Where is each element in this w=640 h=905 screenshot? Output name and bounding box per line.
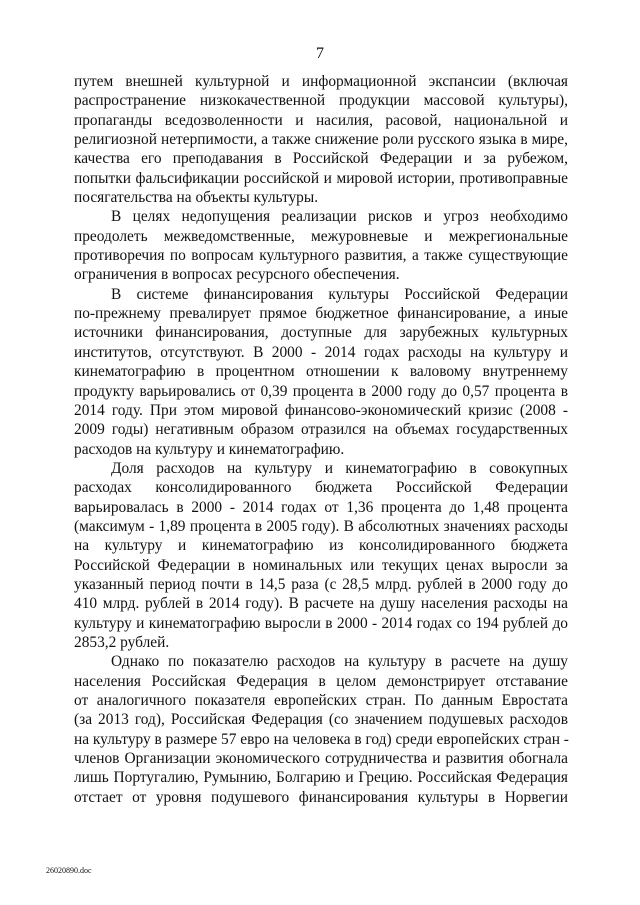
text-line: институтов, отсутствуют. В 2000 - 2014 годах расходы на культуру и	[74, 343, 568, 361]
text-line: 2009 годы) негативным образом отразился на объемах государственных	[74, 421, 568, 439]
text-line: отстает от уровня подушевого финансирования культуры в Норвегии	[74, 788, 568, 806]
footer-filename: 26020890.doc	[46, 866, 92, 875]
text-line: пропаганды вседозволенности и насилия, расовой, национальной и	[74, 111, 568, 129]
text-line: ограничения в вопросах ресурсного обеспечения.	[74, 266, 400, 284]
text-line: религиозной нетерпимости, а также снижение роли русского языка в мире,	[74, 131, 568, 149]
text-line: на культуру и кинематографию из консолидированного бюджета	[74, 537, 568, 555]
text-line: по-прежнему превалирует прямое бюджетное финансирование, а иные	[74, 305, 568, 323]
text-line: лишь Португалию, Румынию, Болгарию и Грецию. Российская Федерация	[74, 769, 568, 787]
text-line: продукту варьировались от 0,39 процента в 2000 году до 0,57 процента в	[74, 382, 568, 400]
text-line: путем внешней культурной и информационной экспансии (включая	[74, 73, 568, 90]
text-line: Российской Федерации в номинальных или текущих ценах выросли за	[74, 556, 568, 574]
text-line: В системе финансирования культуры Российской Федерации	[111, 285, 568, 303]
text-line: кинематографию в процентном отношении к валовому внутреннему	[74, 363, 568, 381]
text-line: источники финансирования, доступные для зарубежных культурных	[74, 324, 568, 342]
page-number: 7	[316, 45, 324, 62]
text-line: В целях недопущения реализации рисков и угроз необходимо	[111, 208, 568, 226]
text-line: культуру и кинематографию выросли в 2000 - 2014 годах со 194 рублей до	[74, 614, 568, 632]
paragraph	[74, 652, 568, 807]
paragraph	[74, 72, 568, 207]
text-line: попытки фальсификации российской и мировой истории, противоправные	[74, 169, 568, 187]
text-line: на культуру в размере 57 евро на человека в год) среди европейских стран -	[74, 730, 569, 748]
text-line: (максимум - 1,89 процента в 2005 году). В абсолютных значениях расходы	[74, 517, 568, 535]
text-line: расходов на культуру и кинематографию.	[74, 440, 345, 458]
text-line: преодолеть межведомственные, межуровневые и межрегиональные	[74, 227, 568, 245]
text-line: 410 млрд. рублей в 2014 году). В расчете на душу населения расходы на	[74, 595, 568, 613]
text-line: варьировалась в 2000 - 2014 годах от 1,36 процента до 1,48 процента	[74, 498, 568, 516]
text-line: посягательства на объекты культуры.	[74, 189, 319, 207]
text-line: распространение низкокачественной продукции массовой культуры),	[74, 92, 568, 110]
paragraph	[74, 285, 568, 459]
text-line: расходах консолидированного бюджета Российской Федерации	[74, 479, 568, 497]
text-line: противоречия по вопросам культурного развития, а также существующие	[74, 247, 568, 265]
text-line: качества его преподавания в Российской Федерации и за рубежом,	[74, 150, 568, 168]
text-line: Доля расходов на культуру и кинематографию в совокупных	[111, 459, 568, 477]
document-body	[74, 72, 568, 807]
text-line: членов Организации экономического сотрудничества и развития обогнала	[74, 750, 568, 768]
text-line: Однако по показателю расходов на культуру в расчете на душу	[111, 653, 568, 671]
paragraph	[74, 459, 568, 652]
text-line: 2014 году. При этом мировой финансово-экономический кризис (2008 -	[74, 401, 568, 419]
text-line: указанный период почти в 14,5 раза (с 28,5 млрд. рублей в 2000 году до	[74, 575, 568, 593]
text-line: 2853,2 рублей.	[74, 633, 170, 651]
text-line: от аналогичного показателя европейских стран. По данным Евростата	[74, 692, 568, 709]
paragraph	[74, 207, 568, 284]
text-line: (за 2013 год), Российская Федерация (со значением подушевых расходов	[74, 711, 568, 729]
text-line: населения Российская Федерация в целом демонстрирует отставание	[74, 672, 568, 690]
